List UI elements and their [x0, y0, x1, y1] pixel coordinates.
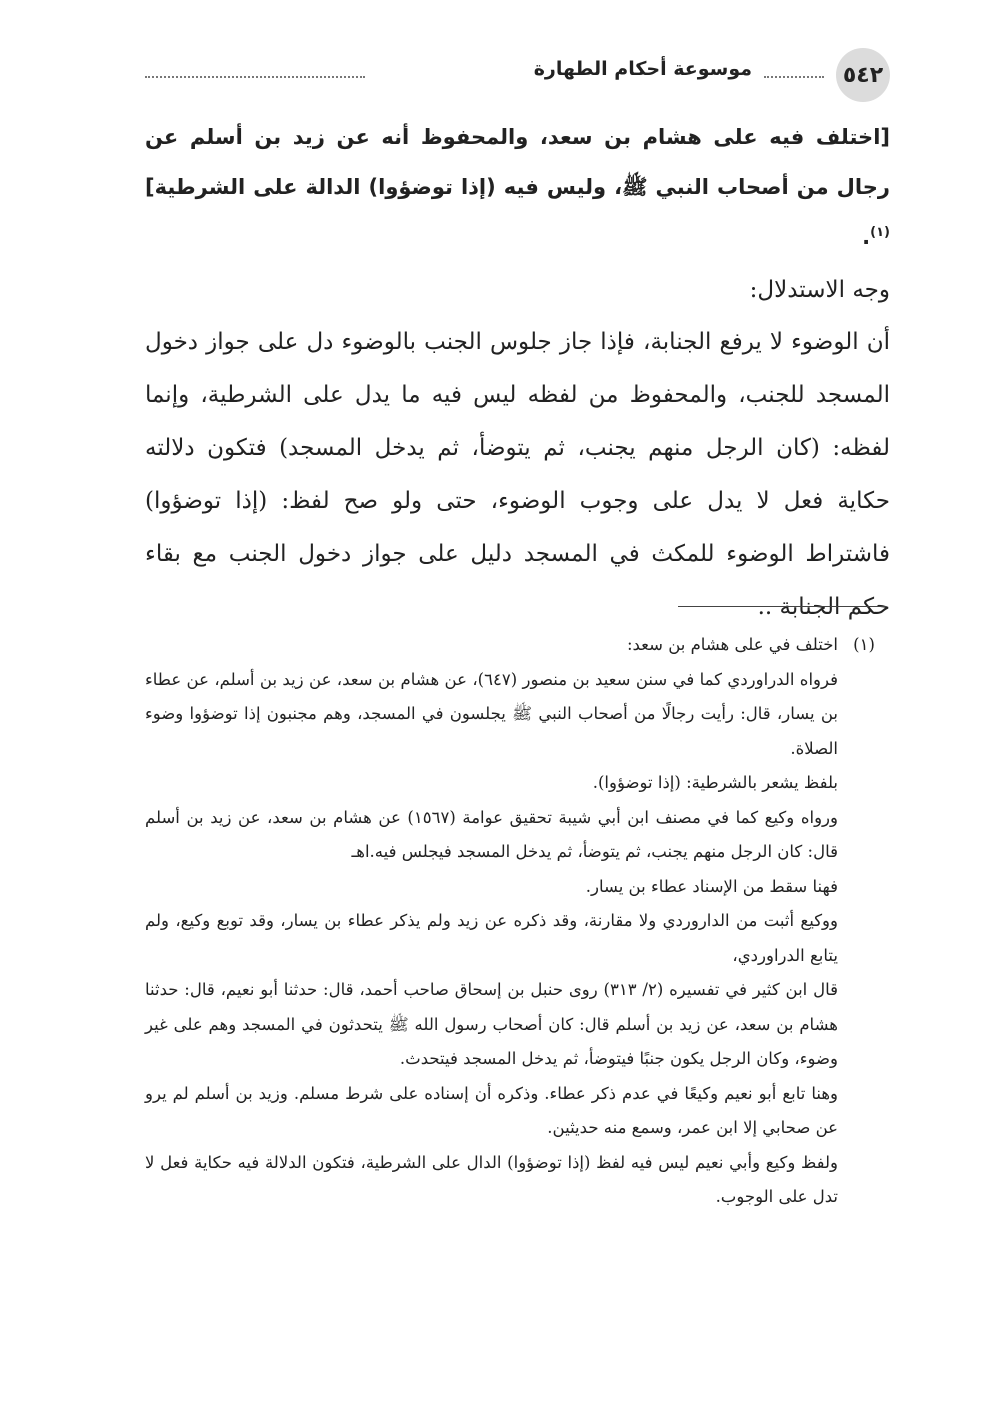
- bold-paragraph-end: .: [862, 225, 871, 249]
- footnote-line: فرواه الدراوردي كما في سنن سعيد بن منصور (٦٤٧)، عن هشام بن سعد، عن زيد بن أسلم، عن عطاء بن يسار، قال: رأيت رجالًا من أصحاب النبي ﷺ يجلسون في المسجد، وهم مجنبون إذا توضؤوا وضوء الصلاة.: [145, 669, 839, 758]
- section-heading: وجه الاستدلال:: [749, 277, 890, 303]
- main-text: [145, 112, 890, 634]
- footnote-line: فهنا سقط من الإسناد عطاء بن يسار.: [585, 876, 838, 896]
- footnote-number: (١): [853, 635, 875, 654]
- footnote-header: [145, 628, 890, 663]
- footnote-line: ورواه وكيع كما في مصنف ابن أبي شيبة تحقيق عوامة (١٥٦٧) عن هشام بن سعد، عن زيد بن أسلم قال: كان الرجل منهم يجنب، ثم يتوضأ، ثم يدخل المسجد فيجلس فيه.اهـ: [145, 807, 838, 861]
- bold-paragraph-text: [اختلف فيه على هشام بن سعد، والمحفوظ أنه عن زيد بن أسلم عن رجال من أصحاب النبي ﷺ، وليس فيه (إذا توضؤوا) الدالة على الشرطية]: [145, 125, 890, 199]
- footnote-line: بلفظ يشعر بالشرطية: (إذا توضؤوا).: [592, 773, 838, 792]
- header-dotted-rule-right: [764, 76, 824, 78]
- footnote-line: ولفظ وكيع وأبي نعيم ليس فيه لفظ (إذا توضؤوا) الدال على الشرطية، فتكون الدلالة فيه حكاية فعل لا تدل على الوجوب.: [145, 1152, 838, 1206]
- header-dotted-rule-left: [145, 76, 365, 78]
- footnote-line: وهنا تابع أبو نعيم وكيعًا في عدم ذكر عطاء. وذكره أن إسناده على شرط مسلم. وزيد بن أسلم لم يرو عن صحابي إلا ابن عمر، وسمع منه حديثين.: [145, 1083, 838, 1137]
- footnote-separator: [678, 606, 886, 607]
- running-title: موسوعة أحكام الطهارة: [533, 58, 752, 80]
- bold-paragraph: [145, 112, 890, 262]
- body-paragraph: أن الوضوء لا يرفع الجنابة، فإذا جاز جلوس الجنب بالوضوء دل على جواز دخول المسجد للجنب، والمحفوظ من لفظه ليس فيه ما يدل على الشرطية، وإنما لفظه: (كان الرجل منهم يجنب، ثم يتوضأ، ثم يدخل المسجد) فتكون دلالته حكاية فعل لا يدل على وجوب الوضوء، حتى ولو صح لفظ: (إذا توضؤوا) فاشتراط الوضوء للمكث في المسجد دليل على جواز دخول الجنب مع بقاء حكم الجنابة ..: [145, 329, 890, 620]
- footnote-title: اختلف في على هشام بن سعد:: [626, 635, 838, 654]
- page-number-badge: ٥٤٢: [836, 48, 890, 102]
- footnote-line: قال ابن كثير في تفسيره (٢/ ٣١٣) روى حنبل بن إسحاق صاحب أحمد، قال: حدثنا أبو نعيم، قال: حدثنا هشام بن سعد، عن زيد بن أسلم قال: كان أصحاب رسول الله ﷺ يتحدثون في المسجد وهم على غير وضوء، وكان الرجل يكون جنبًا فيتوضأ، ثم يدخل المسجد فيتحدث.: [145, 980, 838, 1068]
- footnote-line: ووكيع أثبت من الداروردي ولا مقارنة، وقد ذكره عن زيد ولم يذكر عطاء بن يسار، وقد توبع وكيع، ولم يتابع الدراوردي،: [145, 911, 838, 965]
- footnote-reference[interactable]: (١): [870, 225, 890, 240]
- footnotes: [145, 628, 890, 1215]
- page-header: [145, 48, 890, 104]
